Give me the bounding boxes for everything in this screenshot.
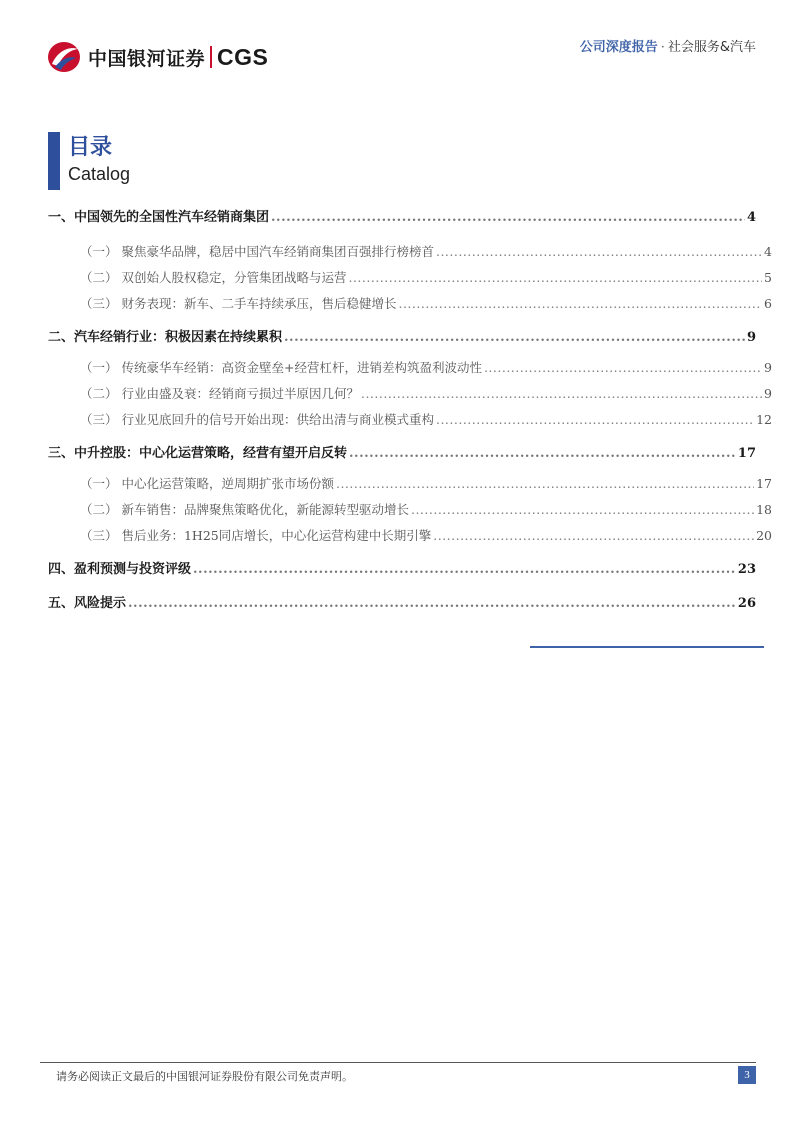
toc-entry-text: （三） 售后业务：1H25同店增长，中心化运营构建中长期引擎 (80, 528, 432, 543)
footer-disclaimer: 请务必阅读正文最后的中国银河证券股份有限公司免责声明。 (56, 1070, 353, 1083)
toc-leader (128, 596, 736, 611)
toc-leader (411, 502, 754, 517)
toc-entry-text: 三、中升控股：中心化运营策略，经营有望开启反转 (48, 446, 348, 461)
toc-entry-4[interactable] (48, 558, 756, 577)
report-type: 公司深度报告 (579, 40, 658, 55)
toc-accent-bar (48, 132, 60, 190)
toc-entry-3[interactable] (48, 442, 756, 461)
toc-entry-page: 9 (764, 360, 772, 375)
report-sector: 社会服务&汽车 (667, 40, 756, 55)
toc-entry-page: 26 (737, 596, 756, 611)
toc-entry-text: （一） 传统豪华车经销：高资金壁垒+经营杠杆，进销差构筑盈利波动性 (80, 360, 482, 375)
page-header (0, 0, 794, 80)
footer-rule (40, 1062, 756, 1063)
toc-entry-1[interactable] (48, 206, 756, 225)
toc-entry-2-2[interactable] (64, 384, 772, 402)
toc-leader (348, 270, 762, 285)
toc-leader (271, 210, 745, 225)
logo-chinese-name: 中国银河证券 (88, 47, 206, 70)
toc-entry-page: 12 (756, 412, 772, 427)
toc-entry-2[interactable] (48, 326, 756, 345)
toc-entry-page: 18 (756, 502, 772, 517)
page-number: 3 (738, 1066, 756, 1084)
toc-entry-text: （二） 行业由盛及衰：经销商亏损过半原因几何？ (80, 386, 359, 401)
toc-entry-page: 4 (764, 244, 772, 259)
toc-entry-1-1[interactable] (64, 242, 772, 260)
toc-entry-page: 9 (764, 386, 772, 401)
toc-entry-page: 4 (746, 210, 756, 225)
toc-entry-text: （二） 双创始人股权稳定，分管集团战略与运营 (80, 270, 347, 285)
toc-title: 目录 (68, 135, 113, 160)
toc-leader (361, 386, 762, 401)
toc-entry-text: （三） 财务表现：新车、二手车持续承压，售后稳健增长 (80, 296, 397, 311)
toc-entry-3-1[interactable] (64, 474, 772, 492)
toc-entry-2-1[interactable] (64, 358, 772, 376)
header-separator: · (660, 40, 665, 55)
toc-entry-text: 五、风险提示 (48, 596, 127, 611)
section-divider (530, 646, 764, 648)
toc-entry-text: （一） 中心化运营策略，逆周期扩张市场份额 (80, 476, 334, 491)
toc-leader (436, 412, 754, 427)
toc-leader (433, 528, 754, 543)
toc-entry-page: 23 (737, 562, 756, 577)
toc-entry-1-2[interactable] (64, 268, 772, 286)
toc-leader (349, 446, 736, 461)
toc-entry-page: 17 (737, 446, 756, 461)
toc-entry-page: 5 (764, 270, 772, 285)
toc-entry-page: 20 (756, 528, 772, 543)
toc-subtitle: Catalog (68, 164, 131, 184)
toc-leader (484, 360, 762, 375)
toc-entry-text: 四、盈利预测与投资评级 (48, 562, 192, 577)
toc-entry-2-3[interactable] (64, 410, 772, 428)
toc-entry-page: 9 (746, 330, 756, 345)
toc-entry-3-3[interactable] (64, 526, 772, 544)
toc-leader (398, 296, 762, 311)
cgs-logo (46, 40, 268, 74)
logo-english-name: CGS (217, 43, 269, 70)
toc-leader (336, 476, 754, 491)
toc-leader (436, 244, 762, 259)
logo-divider (210, 46, 212, 68)
galaxy-logo-icon (46, 40, 82, 74)
toc-leader (284, 330, 745, 345)
toc-entry-3-2[interactable] (64, 500, 772, 518)
toc-entry-1-3[interactable] (64, 294, 772, 312)
toc-entry-text: 二、汽车经销行业：积极因素在持续累积 (48, 330, 283, 345)
toc-entry-text: （二） 新车销售：品牌聚焦策略优化，新能源转型驱动增长 (80, 502, 409, 517)
toc-entry-page: 6 (764, 296, 772, 311)
toc-entry-text: （一） 聚焦豪华品牌，稳居中国汽车经销商集团百强排行榜榜首 (80, 244, 434, 259)
toc-entry-text: 一、中国领先的全国性汽车经销商集团 (48, 210, 270, 225)
toc-entry-5[interactable] (48, 592, 756, 611)
toc-entry-page: 17 (756, 476, 772, 491)
toc-entry-text: （三） 行业见底回升的信号开始出现：供给出清与商业模式重构 (80, 412, 434, 427)
toc-leader (193, 562, 736, 577)
report-category (580, 36, 756, 55)
